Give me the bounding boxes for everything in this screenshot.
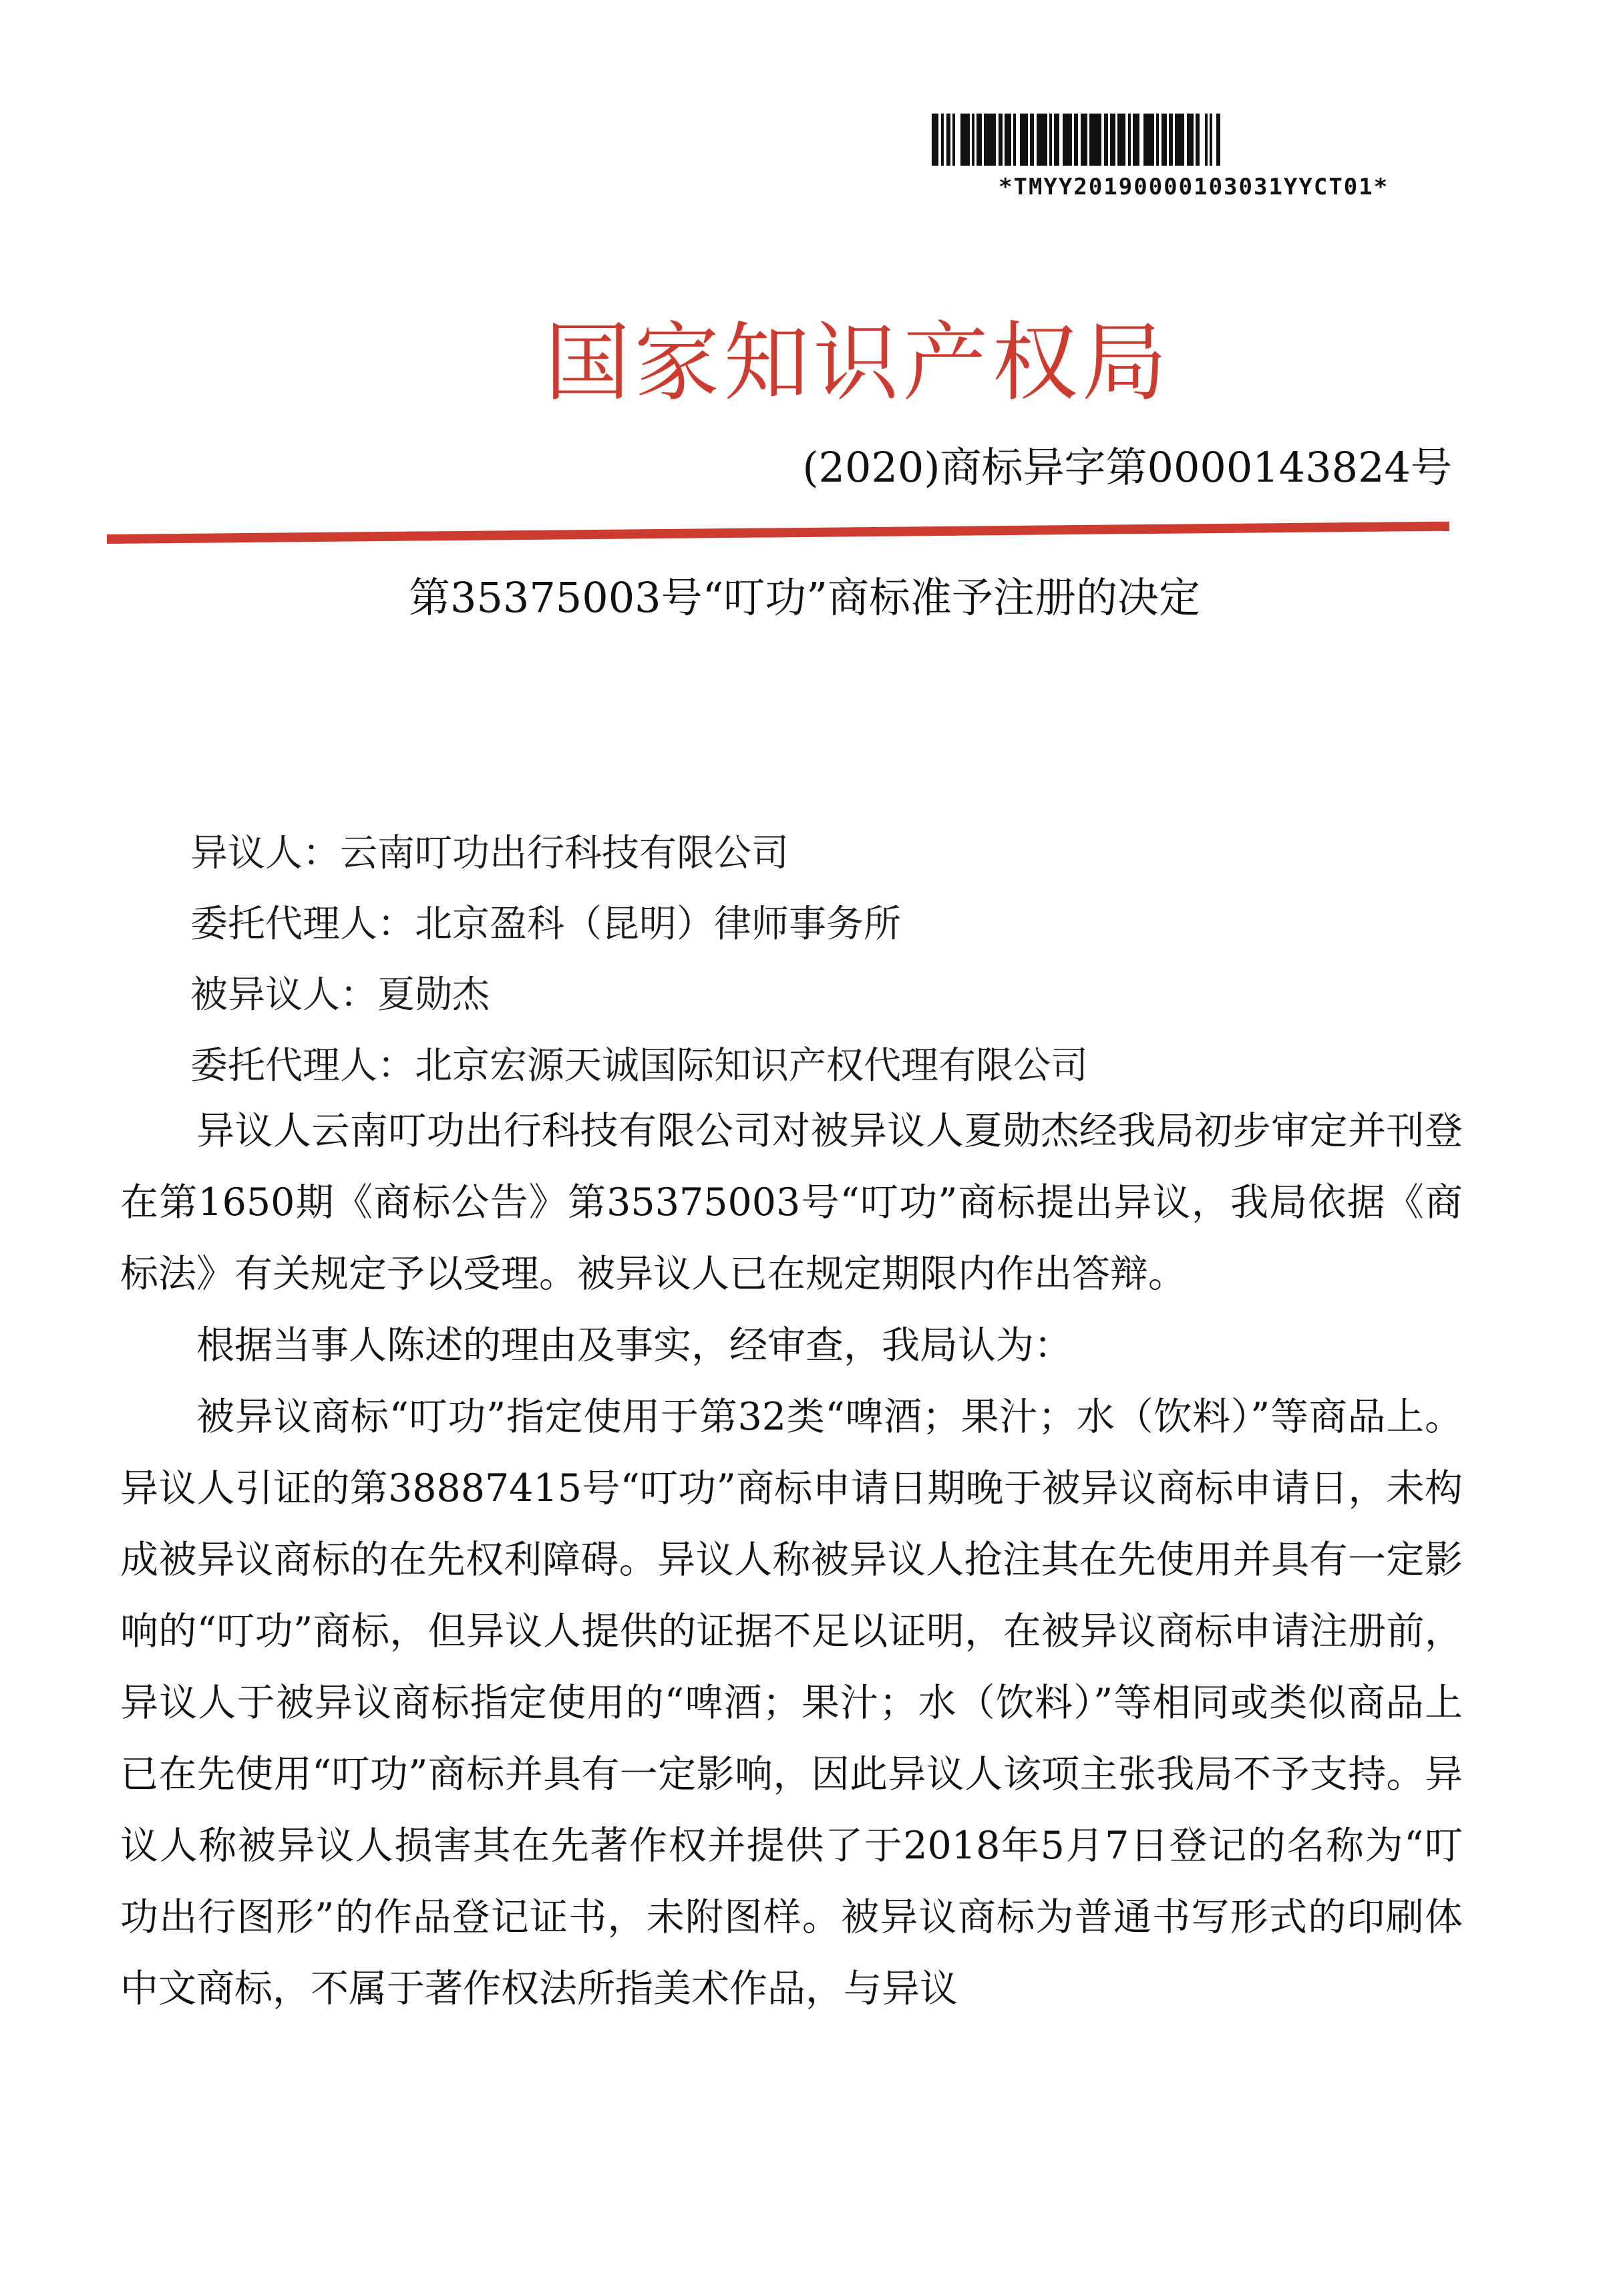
party-label: 委托代理人：: [190, 903, 415, 946]
party-line: [190, 818, 1088, 889]
party-line: [190, 960, 1088, 1031]
party-line: [190, 1031, 1088, 1102]
body-paragraph: 根据当事人陈述的理由及事实，经审查，我局认为：: [196, 1323, 1072, 1367]
red-divider-line: [107, 522, 1449, 544]
party-value: 夏勋杰: [377, 973, 490, 1017]
barcode: [932, 114, 1399, 166]
barcode-caption: *TMYY20190000103031YYCT01*: [999, 174, 1389, 200]
decision-title: 第35375003号“叮功”商标准予注册的决定: [409, 573, 1200, 622]
party-value: 北京盈科（昆明）律师事务所: [415, 903, 901, 946]
party-value: 云南叮功出行科技有限公司: [340, 832, 789, 875]
agency-name: 国家知识产权局: [544, 313, 1172, 413]
party-label: 委托代理人：: [190, 1044, 415, 1088]
body-paragraph: 异议人云南叮功出行科技有限公司对被异议人夏勋杰经我局初步审定并刊登在第1650期《商标公告》第35375003号“叮功”商标提出异议，我局依据《商标法》有关规定予以受理。被异议人已在规定期限内作出答辩。: [120, 1109, 1463, 1296]
party-label: 被异议人：: [190, 973, 377, 1017]
party-label: 异议人：: [190, 832, 340, 875]
decision-body: [120, 1096, 1463, 2025]
party-line: [190, 889, 1088, 960]
parties-list: [190, 818, 1088, 1102]
document-number: (2020)商标异字第0000143824号: [802, 443, 1452, 492]
party-value: 北京宏源天诚国际知识产权代理有限公司: [415, 1044, 1088, 1088]
body-paragraph: 被异议商标“叮功”指定使用于第32类“啤酒；果汁；水（饮料）”等商品上。异议人引证的第38887415号“叮功”商标申请日期晚于被异议商标申请日，未构成被异议商标的在先权利障碍。异议人称被异议人抢注其在先使用并具有一定影响的“叮功”商标，但异议人提供的证据不足以证明，在被异议商标申请注册前，异议人于被异议商标指定使用的“啤酒；果汁；水（饮料）”等相同或类似商品上已在先使用“叮功”商标并具有一定影响，因此异议人该项主张我局不予支持。异议人称被异议人损害其在先著作权并提供了于2018年5月7日登记的名称为“叮功出行图形”的作品登记证书，未附图样。被异议商标为普通书写形式的印刷体中文商标，不属于著作权法所指美术作品，与异议: [120, 1395, 1463, 2011]
